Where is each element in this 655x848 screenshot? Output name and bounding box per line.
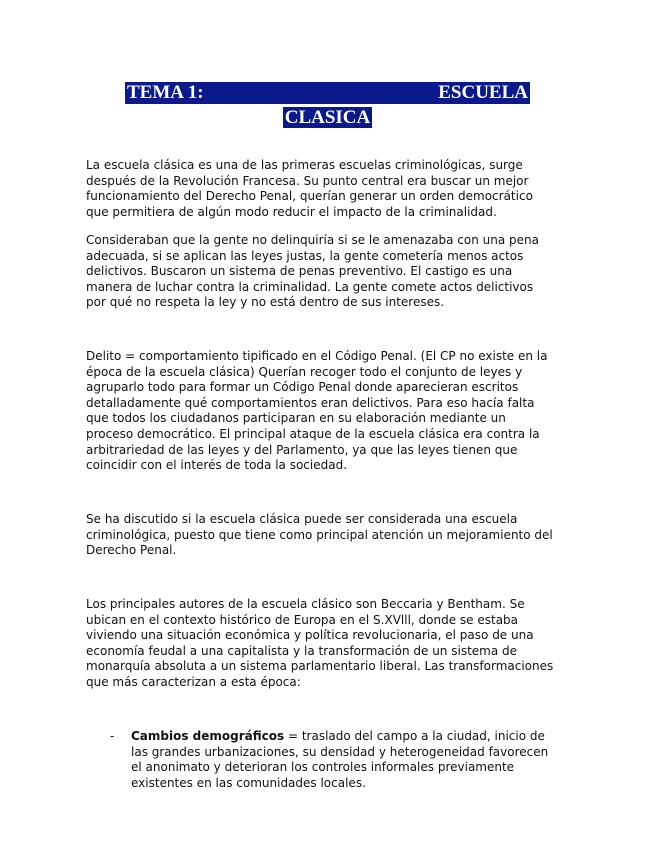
bullet-term: Cambios demográficos: [131, 729, 285, 743]
bullet-marker: -: [110, 729, 115, 743]
bullet-description: = traslado del campo a la ciudad, inicio de las grandes urbanizaciones, su densidad y heterogeneidad favorecen el anonimato y deterioran los controles informales previamente existentes en las comunidades locales.: [131, 729, 549, 790]
paragraph-4: Se ha discutido si la escuela clásica puede ser considerada una escuela criminológica, puesto que tiene como principal atención un mejoramiento del Derecho Penal.: [86, 512, 553, 558]
paragraph-2: Consideraban que la gente no delinquiría si se le amenazaba con una pena adecuada, si se aplican las leyes justas, la gente cometería menos actos delictivos. Buscaron un sistema de penas preventivo. El castigo es una manera de luchar contra la criminalidad. La gente comete actos delictivos por qué no respeta la ley y no está dentro de sus intereses.: [86, 233, 539, 310]
title-part-3: CLASICA: [284, 107, 371, 128]
paragraph-5: Los principales autores de la escuela clásico son Beccaria y Bentham. Se ubican en el contexto histórico de Europa en el S.XVlll, donde se estaba viviendo una situación económica y política revolucionaria, el paso de una economía feudal a una capitalista y la transformación de un sistema de monarquía absoluta a un sistema parlamentario liberal. Las transformaciones que más caracterizan a esta época:: [86, 597, 554, 689]
paragraph-1: La escuela clásica es una de las primeras escuelas criminológicas, surge después de la Revolución Francesa. Su punto central era buscar un mejor funcionamiento del Derecho Penal, querían generar un orden democrático que permitiera de algún modo reducir el impacto de la criminalidad.: [86, 158, 533, 219]
title-part-2: ESCUELA: [438, 82, 528, 103]
bullet-text: [131, 729, 561, 791]
title-line-1: [125, 82, 530, 106]
page-title: [125, 82, 530, 130]
paragraph-3: Delito = comportamiento tipificado en el Código Penal. (El CP no existe en la época de la escuela clásica) Querían recoger todo el conjunto de leyes y agruparlo todo para formar un Código Penal donde aparecieran escritos detalladamente qué comportamientos eran delictivos. Para eso hacía falta que todos los ciudadanos participaran en su elaboración mediante un proceso democrático. El principal ataque de la escuela clásica era contra la arbitrariedad de las leyes y del Parlamento, ya que las leyes tienen que coincidir con el interés de toda la sociedad.: [86, 349, 548, 473]
title-line-2: [125, 106, 530, 130]
title-part-1: TEMA 1:: [127, 82, 204, 103]
